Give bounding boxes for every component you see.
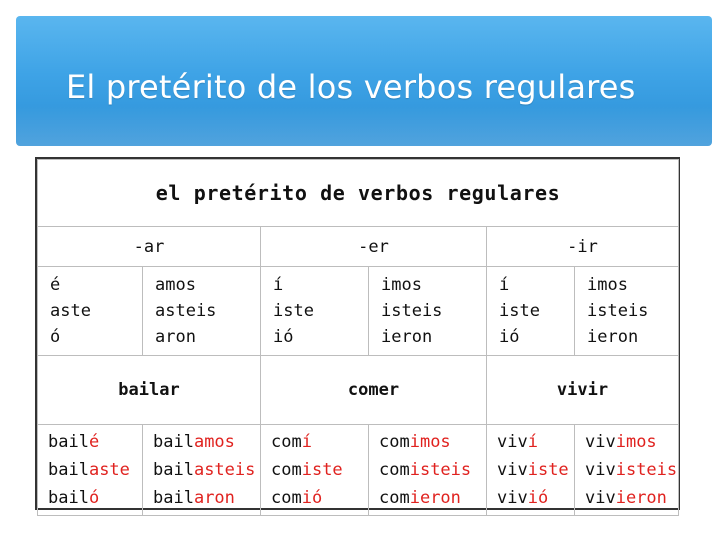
- ending: í: [301, 432, 312, 452]
- conjugated-form: [271, 456, 368, 484]
- ending: iste: [273, 301, 314, 321]
- ending: isteis: [409, 460, 472, 480]
- preterite-table: [35, 157, 680, 510]
- bailar-singular-forms: [38, 425, 143, 516]
- er-plural-endings: [369, 267, 487, 356]
- stem: com: [271, 432, 302, 452]
- comer-plural-forms: [369, 425, 487, 516]
- ending: ió: [301, 488, 323, 508]
- group-ar-header: [38, 227, 261, 267]
- conjugation-table: [37, 159, 679, 516]
- ir-singular-endings: [487, 267, 575, 356]
- conjugated-form: [497, 484, 574, 512]
- stem: viv: [585, 432, 616, 452]
- stem: bail: [153, 488, 194, 508]
- stem: com: [379, 432, 410, 452]
- stem: bail: [48, 432, 89, 452]
- table-title: el pretérito de verbos regulares: [38, 160, 679, 227]
- conjugated-form: [153, 484, 260, 512]
- ending: isteis: [381, 301, 443, 321]
- stem: viv: [497, 432, 528, 452]
- ir-plural-endings: [575, 267, 679, 356]
- ending: ió: [273, 327, 294, 347]
- conjugated-form: [48, 484, 142, 512]
- conjugated-form: [379, 484, 486, 512]
- ending: imos: [615, 432, 657, 452]
- stem: bail: [153, 432, 194, 452]
- ending: iste: [527, 460, 569, 480]
- stem: viv: [497, 488, 528, 508]
- ending: aste: [88, 460, 130, 480]
- stem: bail: [153, 460, 194, 480]
- ending: imos: [587, 275, 628, 295]
- conjugated-form: [585, 456, 678, 484]
- ending: amos: [155, 275, 196, 295]
- ending: ó: [50, 327, 61, 347]
- ending: ió: [527, 488, 549, 508]
- ar-plural-endings: [143, 267, 261, 356]
- conjugated-form: [271, 484, 368, 512]
- er-singular-endings: [261, 267, 369, 356]
- stem: com: [379, 488, 410, 508]
- ending: ieron: [381, 327, 433, 347]
- verb-bailar: bailar: [38, 356, 261, 425]
- ending: asteis: [155, 301, 217, 321]
- comer-singular-forms: [261, 425, 369, 516]
- ending: é: [50, 275, 61, 295]
- ending: í: [273, 275, 284, 295]
- conjugated-form: [271, 428, 368, 456]
- ending: amos: [193, 432, 235, 452]
- conjugated-form: [379, 456, 486, 484]
- verb-comer: comer: [261, 356, 487, 425]
- stem: bail: [48, 488, 89, 508]
- ending: í: [527, 432, 538, 452]
- conjugated-form: [48, 428, 142, 456]
- conjugated-form: [48, 456, 142, 484]
- vivir-plural-forms: [575, 425, 679, 516]
- ending: asteis: [193, 460, 256, 480]
- ending: aste: [50, 301, 91, 321]
- ending: aron: [155, 327, 196, 347]
- vivir-singular-forms: [487, 425, 575, 516]
- verb-vivir: vivir: [487, 356, 679, 425]
- ending: iste: [499, 301, 540, 321]
- conjugated-form: [153, 456, 260, 484]
- ending: isteis: [615, 460, 678, 480]
- conjugated-form: [379, 428, 486, 456]
- slide-title: El pretérito de los verbos regulares: [66, 68, 636, 106]
- ending: imos: [381, 275, 422, 295]
- conjugated-form: [153, 428, 260, 456]
- group-er-header: [261, 227, 487, 267]
- stem: com: [271, 488, 302, 508]
- group-ir-header: [487, 227, 679, 267]
- stem: viv: [497, 460, 528, 480]
- conjugated-form: [497, 456, 574, 484]
- ending: ó: [88, 488, 100, 508]
- stem: viv: [585, 460, 616, 480]
- group-ir-label: -ir: [567, 236, 598, 257]
- stem: com: [379, 460, 410, 480]
- ending: imos: [409, 432, 451, 452]
- stem: com: [271, 460, 302, 480]
- ending: ieron: [587, 327, 639, 347]
- stem: viv: [585, 488, 616, 508]
- ending: é: [88, 432, 100, 452]
- ending: aron: [193, 488, 235, 508]
- ending: ió: [499, 327, 520, 347]
- ending: isteis: [587, 301, 649, 321]
- bailar-plural-forms: [143, 425, 261, 516]
- ar-singular-endings: [38, 267, 143, 356]
- ending: iste: [301, 460, 343, 480]
- stem: bail: [48, 460, 89, 480]
- group-er-label: -er: [358, 236, 389, 257]
- conjugated-form: [497, 428, 574, 456]
- conjugated-form: [585, 428, 678, 456]
- conjugated-form: [585, 484, 678, 512]
- ending: í: [499, 275, 510, 295]
- group-ar-label: -ar: [133, 236, 165, 257]
- ending: ieron: [615, 488, 667, 508]
- ending: ieron: [409, 488, 461, 508]
